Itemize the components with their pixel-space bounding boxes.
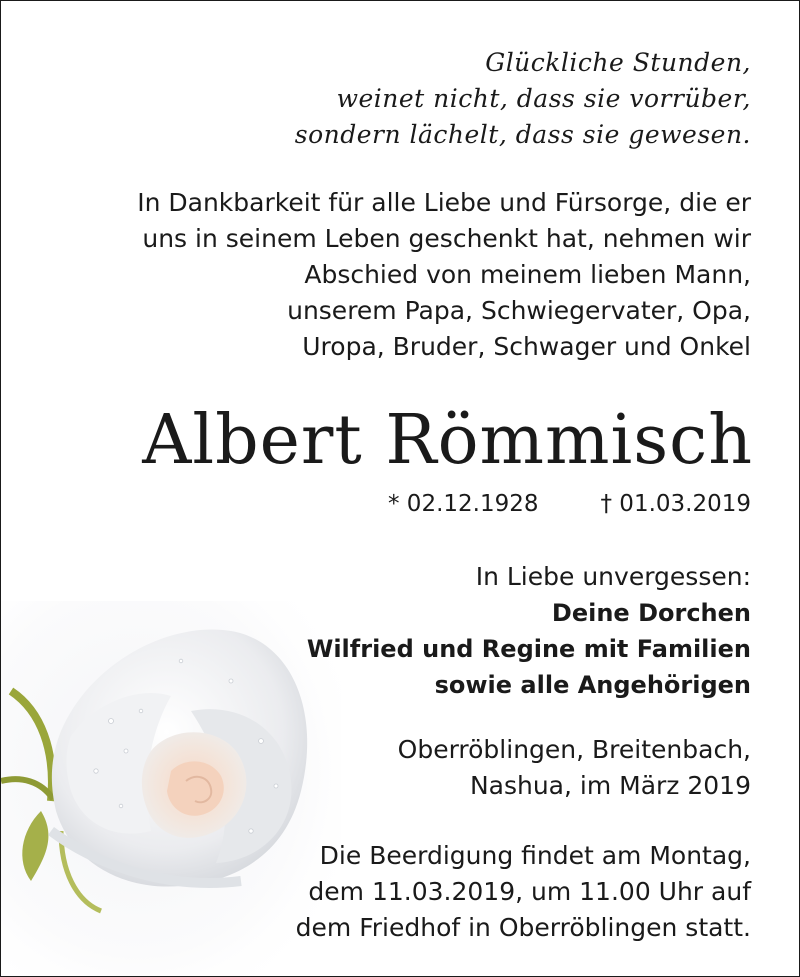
- mourners-heading: In Liebe unvergessen:: [475, 562, 751, 591]
- mourner-name: sowie alle Angehörigen: [434, 671, 751, 699]
- intro-line: uns in seinem Leben geschenkt hat, nehmen wir: [142, 224, 751, 253]
- memorial-poem: [295, 45, 751, 153]
- intro-line: Uropa, Bruder, Schwager und Onkel: [302, 332, 751, 361]
- deceased-name: Albert Römmisch: [142, 401, 753, 480]
- funeral-line: Die Beerdigung findet am Montag,: [319, 841, 751, 870]
- birth-date: * 02.12.1928: [388, 491, 539, 517]
- life-dates: [388, 488, 751, 520]
- white-rose-image: [1, 601, 341, 977]
- poem-line: sondern lächelt, dass sie gewesen.: [294, 120, 751, 149]
- place-and-date: [398, 732, 751, 804]
- place-line: Nashua, im März 2019: [469, 771, 751, 800]
- death-date: † 01.03.2019: [600, 491, 751, 517]
- funeral-line: dem 11.03.2019, um 11.00 Uhr auf: [308, 877, 751, 906]
- intro-line: In Dankbarkeit für alle Liebe und Fürsorge, die er: [137, 188, 751, 217]
- intro-line: Abschied von meinem lieben Mann,: [304, 260, 751, 289]
- mourner-name: Deine Dorchen: [551, 599, 751, 627]
- mourners: [307, 559, 751, 703]
- funeral-line: dem Friedhof in Oberröblingen statt.: [295, 913, 751, 942]
- place-line: Oberröblingen, Breitenbach,: [397, 735, 751, 764]
- intro-text: [137, 185, 751, 365]
- intro-line: unserem Papa, Schwiegervater, Opa,: [287, 296, 751, 325]
- poem-line: weinet nicht, dass sie vorrüber,: [336, 84, 751, 113]
- funeral-notice: [296, 838, 751, 946]
- mourner-name: Wilfried und Regine mit Familien: [306, 635, 751, 663]
- poem-line: Glückliche Stunden,: [485, 48, 751, 77]
